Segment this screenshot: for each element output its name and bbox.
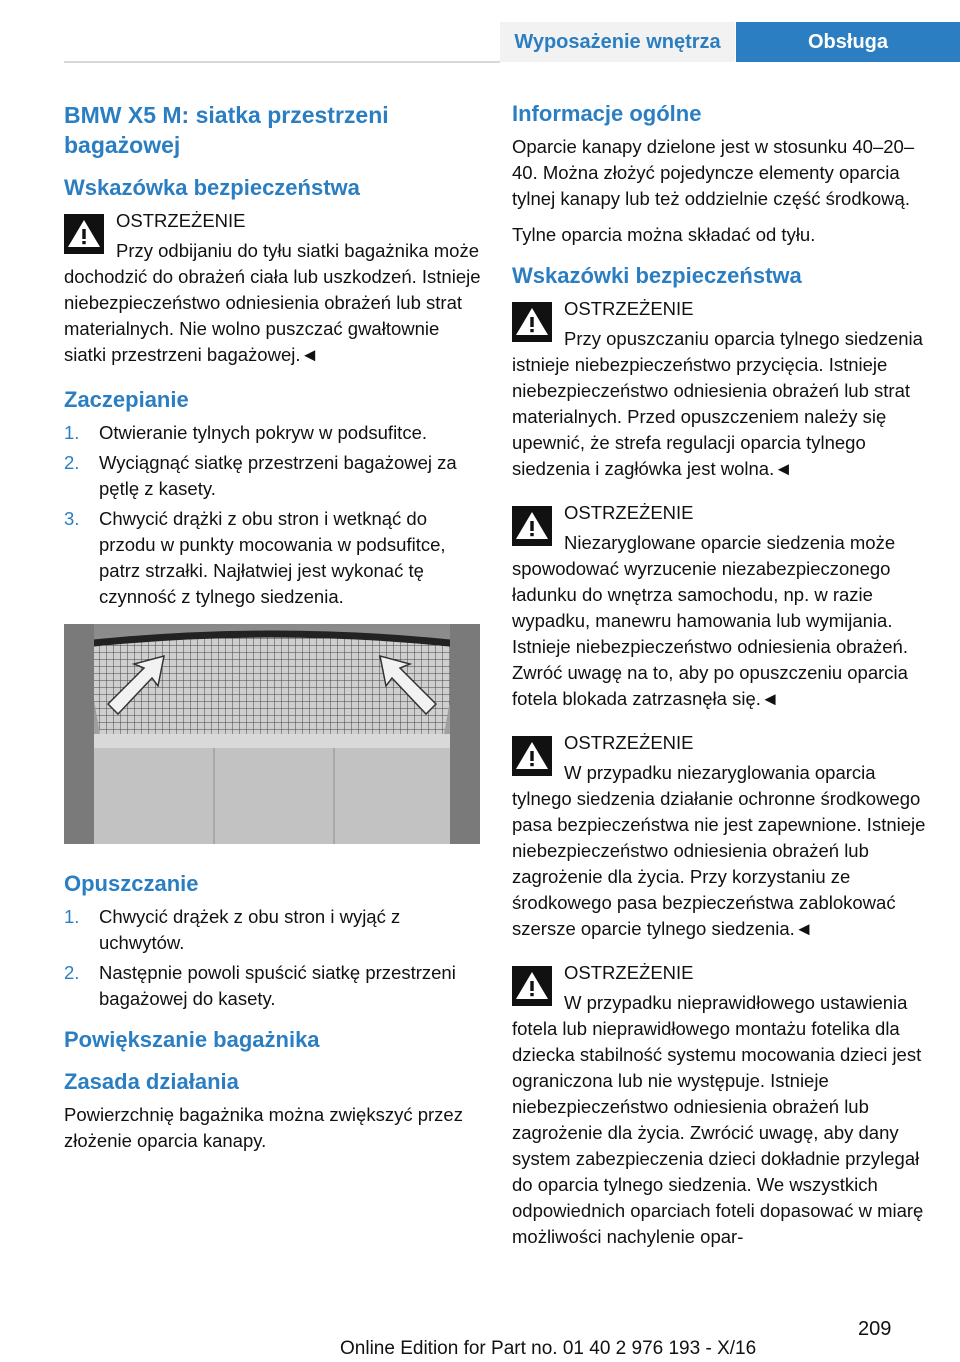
list-item <box>64 450 484 502</box>
safety-heading: Wskazówki bezpieczeństwa <box>512 263 802 288</box>
footer-edition: Online Edition for Part no. 01 40 2 976 193 - X/16 <box>340 1338 757 1359</box>
safety-heading: Wskazówka bezpieczeństwa <box>64 175 360 200</box>
lower-heading: Opuszczanie <box>64 871 199 896</box>
step-text: Otwieranie tylnych pokryw w podsufitce. <box>99 422 427 443</box>
step-text: Chwycić drążki z obu stron i wetknąć do przodu w punkty mocowania w podsufitce, patrz strzałki. Najłatwiej jest wykonać tę czynność z tylnego siedzenia. <box>99 508 446 607</box>
warning-label: OSTRZEŻENIE <box>564 298 694 319</box>
header-section-tab[interactable]: Wyposażenie wnętrza <box>500 22 735 62</box>
step-number: 2. <box>64 452 80 473</box>
attach-heading: Zaczepianie <box>64 387 189 412</box>
header-chapter-tab[interactable]: Obsługa <box>736 22 960 62</box>
left-column <box>64 100 484 1164</box>
warning-label: OSTRZEŻENIE <box>564 962 694 983</box>
warning-text: W przypadku nieprawidłowego ustawienia fotela lub nieprawidłowego montażu fotelika dla dziecka stabilność systemu mocowania dzieci jest ograniczona lub nie występuje. Istnieje niebezpieczeństwo odniesienia obrażeń lub zagrożenie dla życia. Zwrócić uwagę, aby dany system zabezpieczenia dzieci dokładnie przylegał do oparcia tylnego siedzenia. We wszystkich odpowiednich oparciach foteli dopasować w miarę możliwości nachylenie opar- <box>512 992 924 1247</box>
step-text: Następnie powoli spuścić siatkę przestrzeni bagażowej do kasety. <box>99 962 456 1009</box>
step-number: 3. <box>64 508 80 529</box>
header-rule <box>64 61 500 63</box>
warning-icon <box>64 214 104 254</box>
warning-label: OSTRZEŻENIE <box>564 502 694 523</box>
lower-steps <box>64 904 484 1012</box>
list-item <box>64 904 484 956</box>
warning-text: Przy odbijaniu do tyłu siatki bagażnika może dochodzić do obrażeń ciała lub uszkodzeń. Istnieje niebezpieczeństwo odniesienia obrażeń lub strat materialnych. Nie wolno puszczać gwałtownie siatki przestrzeni bagażowej.◄ <box>64 240 481 365</box>
warning-text: Przy opuszczaniu oparcia tylnego siedzenia istnieje niebezpieczeństwo przycięcia. Istnieje niebezpieczeństwo odniesienia obrażeń lub strat materialnych. Przed opuszczeniem należy się upewnić, że strefa regulacji oparcia tylnego siedzenia i zagłówka jest wolna.◄ <box>512 328 923 479</box>
step-text: Chwycić drążek z obu stron i wyjąć z uchwytów. <box>99 906 401 953</box>
step-number: 1. <box>64 422 80 443</box>
warning-icon <box>512 966 552 1006</box>
list-item <box>64 506 484 610</box>
step-text: Wyciągnąć siatkę przestrzeni bagażowej za pętlę z kasety. <box>99 452 457 499</box>
warning-icon <box>512 736 552 776</box>
attach-steps <box>64 420 484 610</box>
cargo-net-illustration <box>64 624 480 844</box>
general-heading: Informacje ogólne <box>512 101 702 126</box>
warning-label: OSTRZEŻENIE <box>564 732 694 753</box>
warning-text: W przypadku niezaryglowania oparcia tylnego siedzenia działanie ochronne środkowego pasa bezpieczeństwa nie jest zapewnione. Istnieje niebezpieczeństwo odniesienia obrażeń lub zagrożenie dla życia. Przy korzystaniu ze środkowego pasa bezpieczeństwa zablokować szersze oparcie tylnego siedzenia.◄ <box>512 762 926 939</box>
principle-heading: Zasada działania <box>64 1069 239 1094</box>
warning-icon <box>512 302 552 342</box>
warning-label: OSTRZEŻENIE <box>116 210 246 231</box>
warning-block <box>512 960 928 1250</box>
step-number: 2. <box>64 962 80 983</box>
list-item <box>64 420 484 446</box>
page-number: 209 <box>858 1318 892 1340</box>
warning-text: Niezaryglowane oparcie siedzenia może spowodować wyrzucenie niezabezpieczonego ładunku do wnętrza samochodu, np. w razie wypadku, manewru hamowania lub wymijania. Istnieje niebezpieczeństwo odniesienia obrażeń. Zwróć uwagę na to, aby po opuszczeniu oparcia fotela blokada zatrzasnęła się.◄ <box>512 532 908 709</box>
right-column <box>512 100 928 1268</box>
section-title: BMW X5 M: siatka przestrzeni bagażowej <box>64 102 389 158</box>
warning-icon <box>512 506 552 546</box>
general-paragraph-2: Tylne oparcia można składać od tyłu. <box>512 224 816 245</box>
step-number: 1. <box>64 906 80 927</box>
warning-block <box>512 730 928 942</box>
enlarge-heading: Powiększanie bagażnika <box>64 1027 320 1052</box>
warning-block <box>512 500 928 712</box>
general-paragraph-1: Oparcie kanapy dzielone jest w stosunku 40–20–40. Można złożyć pojedyncze elementy oparcia tylnej kanapy lub też oddzielnie część środkową. <box>512 136 915 209</box>
list-item <box>64 960 484 1012</box>
warning-block <box>512 296 928 482</box>
warning-block <box>64 208 484 368</box>
principle-text: Powierzchnię bagażnika można zwiększyć przez złożenie oparcia kanapy. <box>64 1104 463 1151</box>
